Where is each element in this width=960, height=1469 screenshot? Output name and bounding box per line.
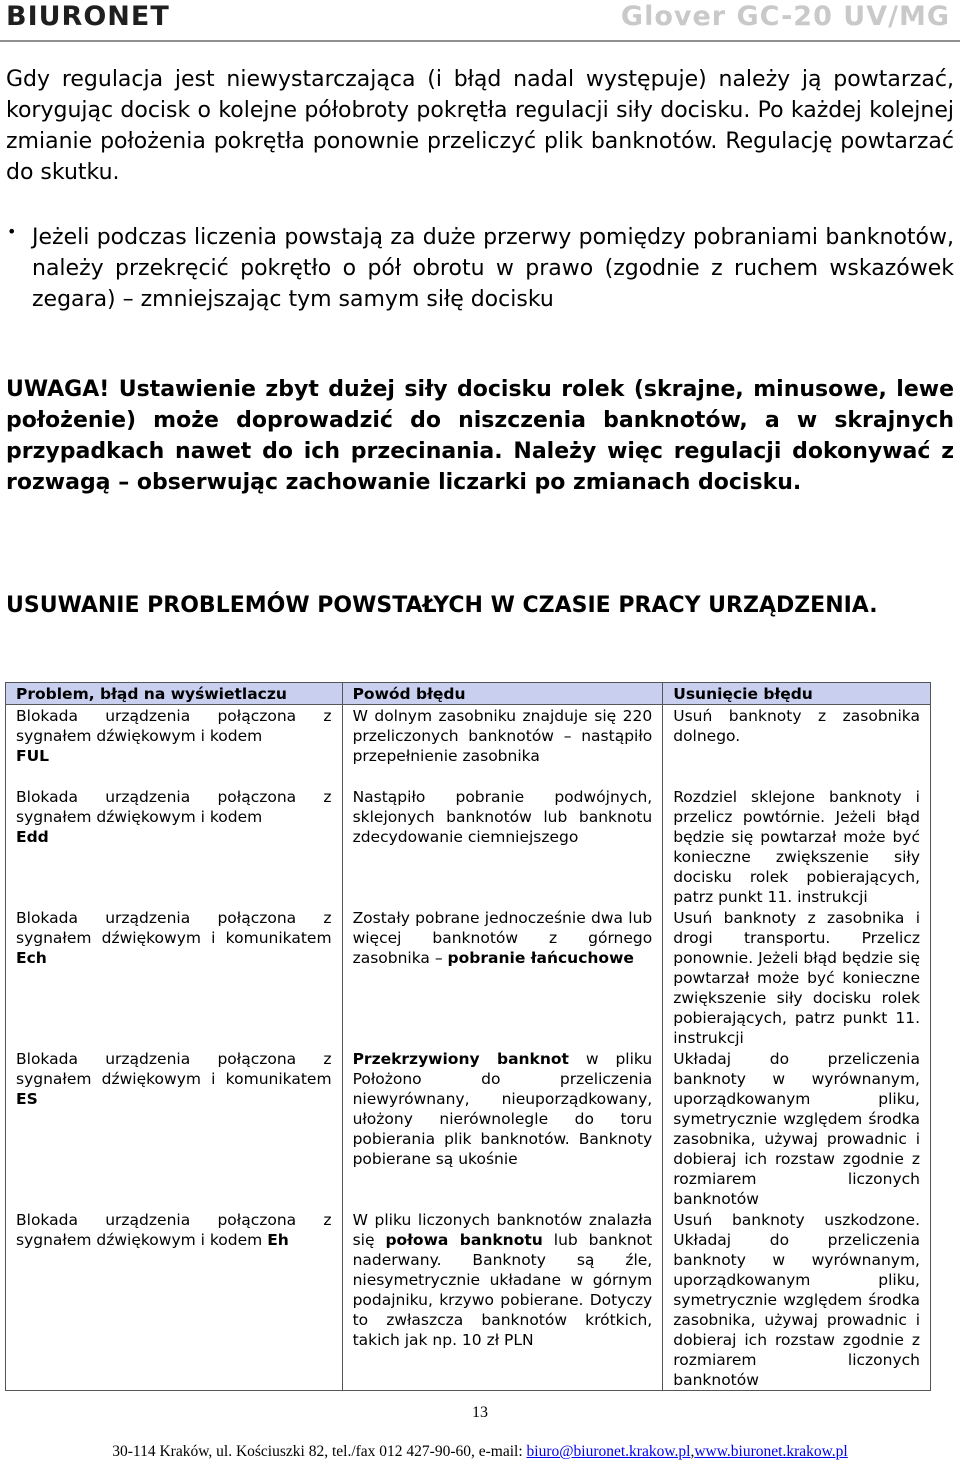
page-number: 13 bbox=[472, 1404, 488, 1421]
warning-paragraph: UWAGA! Ustawienie zbyt dużej siły docisku rolek (skrajne, minusowe, lewe położenie) może doprowadzić do niszczenia banknotów, a w skrajnych przypadkach nawet do ich przecinania. Należy więc regulacji dokonywać z rozwagą – obserwując zachowanie liczarki po zmianach docisku. bbox=[6, 377, 954, 495]
cause-cell bbox=[342, 907, 663, 1048]
page-header bbox=[0, 0, 960, 42]
table-row bbox=[6, 1048, 931, 1209]
model-title: Glover GC-20 UV/MG bbox=[620, 1, 950, 32]
error-code: Edd bbox=[16, 828, 49, 846]
table-header-row bbox=[6, 683, 931, 705]
page-footer bbox=[0, 1443, 960, 1461]
footer-address: 30-114 Kraków, ul. Kościuszki 82, tel./fax 012 427-90-60, e-mail: bbox=[112, 1443, 523, 1460]
table-row bbox=[6, 705, 931, 787]
fix-text: Rozdziel sklejone banknoty i przelicz powtórnie. Jeżeli błąd będzie się powtarzał może być konieczne zwiększenie siły docisku rolek pobierających, patrz punkt 11. instrukcji bbox=[673, 788, 920, 906]
cause-emphasis: połowa banknotu bbox=[385, 1231, 543, 1249]
bullet-marker: • bbox=[7, 222, 17, 241]
fix-text: Usuń banknoty z zasobnika i drogi transportu. Przelicz ponownie. Jeżeli błąd będzie się powtarzał może być konieczne zwiększenie siły docisku rolek pobierających, patrz punkt 11. instrukcji bbox=[673, 909, 920, 1047]
troubleshooting-table bbox=[5, 682, 931, 1391]
column-header-cause: Powód błędu bbox=[342, 683, 663, 705]
problem-cell bbox=[6, 786, 343, 907]
fix-cell bbox=[663, 1048, 931, 1209]
cause-emphasis: pobranie łańcuchowe bbox=[447, 949, 634, 967]
fix-cell bbox=[663, 705, 931, 787]
cause-text: lub banknot naderwany. Banknoty są źle, niesymetrycznie układane w górnym podajniku, krzywo pobierane. Dotyczy to zwłaszcza banknotów krótkich, takich jak np. 10 zł PLN bbox=[352, 1231, 653, 1349]
problem-cell bbox=[6, 907, 343, 1048]
cause-text: w pliku Położono do przeliczenia niewyrównany, nieuporządkowany, ułożony nierównolegle do toru pobierania plik banknotów. Banknoty pobierane są ukośnie bbox=[352, 1050, 653, 1168]
cause-cell bbox=[342, 1209, 663, 1391]
error-code: Eh bbox=[267, 1231, 289, 1249]
fix-text: Układaj do przeliczenia banknoty w wyrównanym, uporządkowanym pliku, symetrycznie względem środka zasobnika, używaj prowadnic i dobieraj ich rozstaw zgodnie z rozmiarem liczonych banknotów bbox=[673, 1050, 920, 1208]
problem-cell bbox=[6, 1209, 343, 1391]
fix-cell bbox=[663, 1209, 931, 1391]
problem-cell bbox=[6, 1048, 343, 1209]
cause-text: Zostały pobrane jednocześnie dwa lub więcej banknotów z górnego zasobnika – bbox=[352, 909, 653, 967]
cause-text: Nastąpiło pobranie podwójnych, sklejonych banknotów lub banknotu zdecydowanie ciemniejszego bbox=[352, 788, 653, 846]
fix-cell bbox=[663, 907, 931, 1048]
fix-text: Usuń banknoty uszkodzone. Układaj do przeliczenia banknoty w wyrównanym, uporządkowanym pliku, symetrycznie względem środka zasobnika, używaj prowadnic i dobieraj ich rozstaw zgodnie z rozmiarem liczonych banknotów bbox=[673, 1211, 920, 1389]
error-code: ES bbox=[16, 1090, 38, 1108]
paragraph-regulation: Gdy regulacja jest niewystarczająca (i błąd nadal występuje) należy ją powtarzać, korygując docisk o kolejne półobroty pokrętła regulacji siły docisku. Po każdej kolejnej zmianie położenia pokrętła ponownie przeliczyć plik banknotów. Regulację powtarzać do skutku. bbox=[6, 67, 954, 185]
error-code: Ech bbox=[16, 949, 47, 967]
problem-cell bbox=[6, 705, 343, 787]
error-code: FUL bbox=[16, 747, 50, 765]
problem-text: Blokada urządzenia połączona z sygnałem dźwiękowym i kodem bbox=[16, 788, 332, 826]
section-title: USUWANIE PROBLEMÓW POWSTAŁYCH W CZASIE PRACY URZĄDZENIA. bbox=[6, 593, 878, 618]
problem-text: Blokada urządzenia połączona z sygnałem dźwiękowym i komunikatem bbox=[16, 909, 332, 947]
cause-cell bbox=[342, 705, 663, 787]
fix-cell bbox=[663, 786, 931, 907]
fix-text: Usuń banknoty z zasobnika dolnego. bbox=[673, 707, 920, 745]
cause-text: W dolnym zasobniku znajduje się 220 przeliczonych banknotów – nastąpiło przepełnienie zasobnika bbox=[352, 707, 653, 765]
column-header-problem: Problem, błąd na wyświetlaczu bbox=[6, 683, 343, 705]
cause-cell bbox=[342, 786, 663, 907]
paragraph-bullet: Jeżeli podczas liczenia powstają za duże przerwy pomiędzy pobraniami banknotów, należy przekręcić pokrętło o pół obrotu w prawo (zgodnie z ruchem wskazówek zegara) – zmniejszając tym samym siłę docisku bbox=[32, 225, 954, 312]
problem-text: Blokada urządzenia połączona z sygnałem dźwiękowym i komunikatem bbox=[16, 1050, 332, 1088]
problem-text: Blokada urządzenia połączona z sygnałem dźwiękowym i kodem bbox=[16, 1211, 332, 1249]
footer-email-link[interactable]: biuro@biuronet.krakow.pl bbox=[526, 1443, 691, 1460]
footer-separator: , bbox=[690, 1443, 695, 1460]
table-row bbox=[6, 1209, 931, 1391]
problem-text: Blokada urządzenia połączona z sygnałem dźwiękowym i kodem bbox=[16, 707, 332, 745]
table-row bbox=[6, 786, 931, 907]
table-row bbox=[6, 907, 931, 1048]
cause-prefix: W pliku liczonych banknotów znalazła się bbox=[352, 1211, 653, 1249]
company-logo: BIURONET bbox=[6, 1, 170, 32]
column-header-fix: Usunięcie błędu bbox=[663, 683, 931, 705]
footer-website-link[interactable]: www.biuronet.krakow.pl bbox=[694, 1443, 848, 1460]
cause-emphasis: Przekrzywiony banknot bbox=[352, 1050, 569, 1068]
cause-cell bbox=[342, 1048, 663, 1209]
